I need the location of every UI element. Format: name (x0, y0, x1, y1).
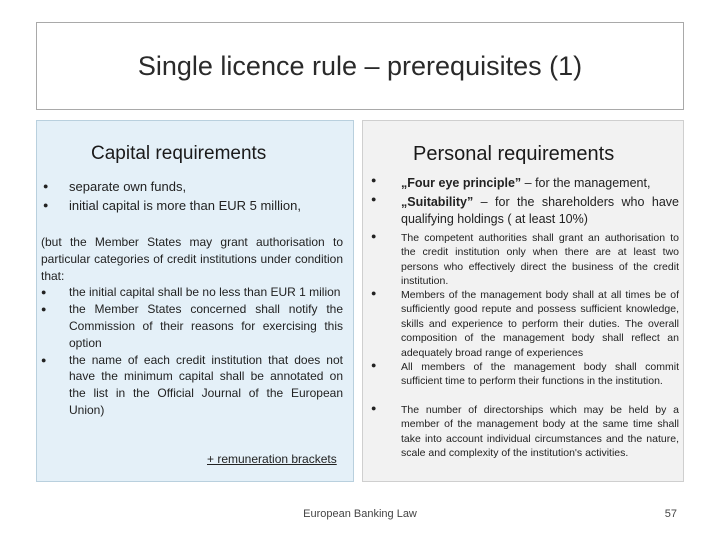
bullet-icon: ● (41, 354, 47, 365)
personal-bullet-suitability (371, 194, 679, 228)
capital-bullet-2 (43, 196, 301, 215)
bullet-icon: ● (371, 194, 377, 204)
bullet-icon: ● (41, 287, 47, 298)
capital-bullet-1 (43, 177, 186, 196)
four-eye-principle-label: „Four eye principle” (401, 176, 522, 190)
personal-bullet-authorisation (371, 231, 679, 289)
personal-bullet-four-eye (371, 175, 679, 192)
bullet-icon: ● (43, 200, 49, 210)
four-eye-principle-text: – for the management, (521, 176, 651, 190)
capital-requirements-panel (36, 120, 354, 482)
footer-text: European Banking Law (303, 508, 417, 520)
directorships-text: The number of directorships which may be held by a member of the management body at the same time shall take into account individual circumstances and the nature, scale and complexity of the institution's activities. (401, 404, 679, 460)
suitability-text: – for the shareholders who have qualifying holdings ( at least 10%) (401, 195, 679, 226)
personal-requirements-panel (362, 120, 684, 482)
capital-bullet-1-text: separate own funds, (69, 179, 187, 194)
remuneration-brackets-note: + remuneration brackets (207, 452, 337, 466)
capital-sub-bullet-1-text: the initial capital shall be no less than EUR 1 milion (69, 285, 341, 300)
bullet-icon: ● (371, 231, 377, 241)
bullet-icon: ● (371, 360, 377, 370)
personal-heading: Personal requirements (413, 143, 615, 165)
bullet-icon: ● (371, 288, 377, 298)
time-commitment-text: All members of the management body shall commit sufficient time to perform their functions in the institution. (401, 361, 679, 388)
authorisation-text: The competent authorities shall grant an authorisation to the credit institution only when there are at least two persons who effectively direct the business of the credit institution. (401, 232, 679, 288)
capital-bullet-2-text: initial capital is more than EUR 5 million, (69, 198, 301, 213)
title-box (36, 22, 684, 110)
capital-sub-bullet-1 (41, 284, 343, 301)
capital-exception-text: (but the Member States may grant authorisation to particular categories of credit institutions under condition that: (41, 235, 343, 283)
capital-exception-block (41, 234, 343, 419)
personal-bullet-time-commitment (371, 360, 679, 389)
capital-sub-bullet-3-text: the name of each credit institution that does not have the minimum capital shall be annotated on the list in the Official Journal of the European Union) (69, 352, 343, 417)
capital-sub-bullet-2-text: the Member States concerned shall notify the Commission of their reasons for exercising this option (69, 302, 343, 350)
suitability-label: „Suitability” (401, 195, 474, 209)
bullet-icon: ● (41, 304, 47, 315)
bullet-icon: ● (371, 403, 377, 413)
capital-heading: Capital requirements (91, 143, 267, 164)
capital-sub-bullet-3 (41, 352, 343, 419)
bullet-icon: ● (371, 175, 377, 185)
personal-bullet-good-repute (371, 288, 679, 360)
good-repute-text: Members of the management body shall at all times be of sufficiently good repute and possess sufficient knowledge, skills and experience to perform their duties. The overall composition of the management body shall reflect an adequately broad range of experiences (401, 289, 679, 359)
personal-bullet-directorships (371, 403, 679, 461)
capital-sub-bullet-2 (41, 301, 343, 351)
slide-title: Single licence rule – prerequisites (1) (137, 50, 583, 81)
bullet-icon: ● (43, 181, 49, 191)
page-number: 57 (664, 508, 677, 520)
